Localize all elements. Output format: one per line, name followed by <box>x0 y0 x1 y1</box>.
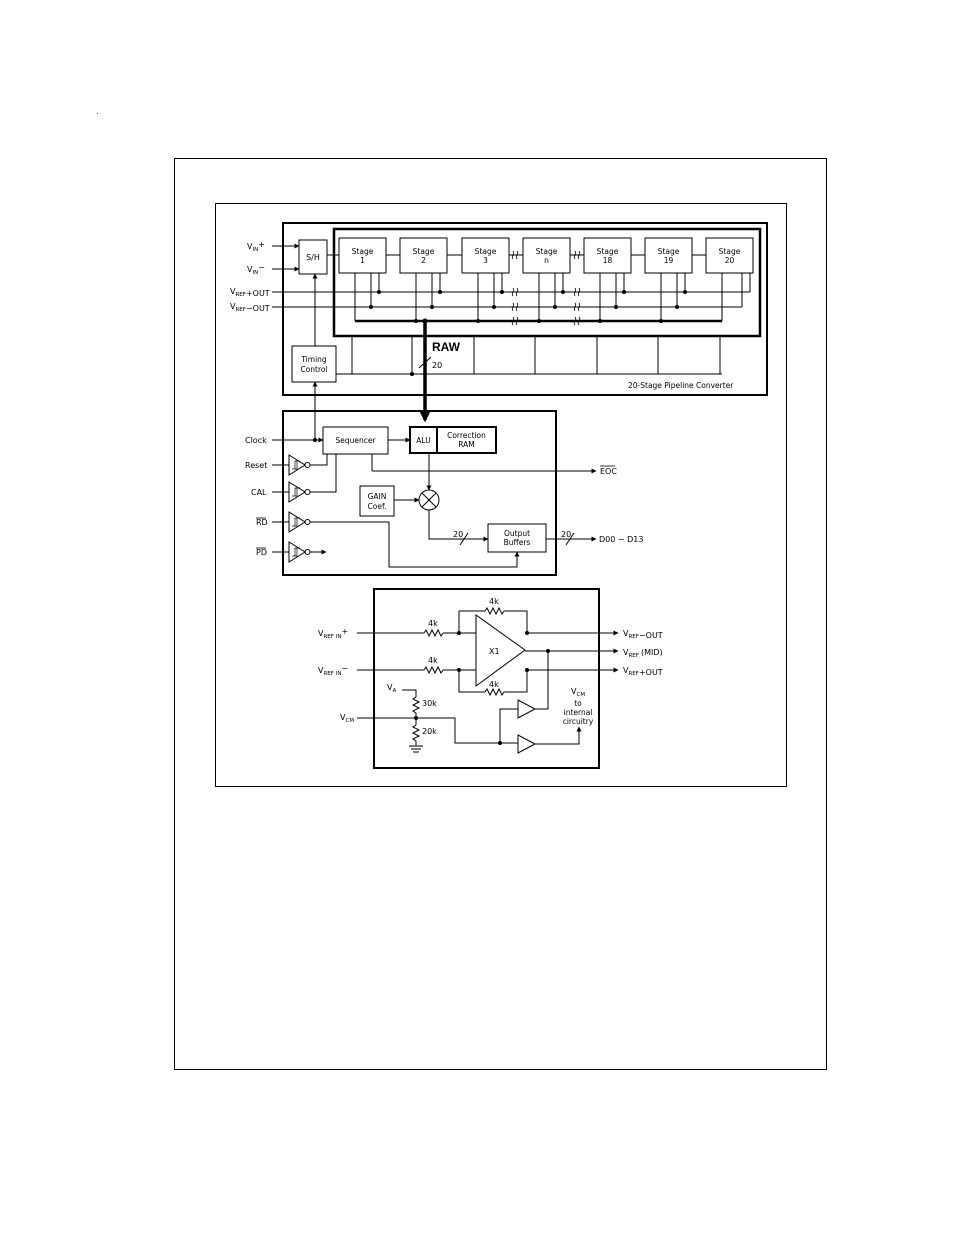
svg-text:Stage: Stage <box>351 247 374 256</box>
control-labels <box>245 431 643 557</box>
svg-text:2: 2 <box>421 256 426 265</box>
svg-text:VIN+: $V_{IN}+$ <box>247 240 265 253</box>
svg-text:GAIN: GAIN <box>367 492 387 501</box>
svg-text:1: 1 <box>360 256 365 265</box>
svg-text:Buffers: Buffers <box>503 538 531 547</box>
svg-text:Stage: Stage <box>596 247 619 256</box>
svg-text:VREF−OUT: $V_{REF}-OUT$ <box>230 302 270 313</box>
svg-text:Stage: Stage <box>412 247 435 256</box>
svg-text:30k: 30k <box>422 699 437 708</box>
reset-buffer <box>272 454 327 475</box>
svg-text:Stage: Stage <box>535 247 558 256</box>
svg-text:ALU: ALU <box>416 436 431 445</box>
svg-text:CAL: CAL <box>251 488 267 497</box>
gain-coef-block <box>360 486 394 516</box>
svg-text:VREF(MID): $V_{REF}$ (MID) <box>623 648 663 659</box>
svg-text:RAM: RAM <box>458 440 475 449</box>
svg-text:to: to <box>574 699 582 708</box>
svg-text:X1: X1 <box>489 647 500 656</box>
svg-text:VCM: $V_{CM}$ <box>340 713 355 724</box>
svg-text:RD: RD <box>256 518 268 527</box>
timing-drops <box>352 336 720 374</box>
resistor-4k-bot <box>485 689 504 695</box>
svg-text:Coef.: Coef. <box>367 502 387 511</box>
reference-labels <box>318 597 663 736</box>
svg-text:Correction: Correction <box>447 431 486 440</box>
svg-text:18: 18 <box>602 256 613 265</box>
svg-text:VIN−: $V_{IN}-$ <box>247 263 265 276</box>
svg-text:4k: 4k <box>428 619 438 628</box>
sample-hold-label: S/H <box>306 253 320 262</box>
svg-text:19: 19 <box>663 256 674 265</box>
pipeline-caption: 20-Stage Pipeline Converter <box>628 381 734 390</box>
svg-text:circuitry: circuitry <box>562 717 594 726</box>
svg-text:VCM: $V_{CM}$ <box>571 687 586 698</box>
svg-text:Stage: Stage <box>474 247 497 256</box>
svg-text:Stage: Stage <box>657 247 680 256</box>
cal-buffer <box>272 454 336 502</box>
resistor-4k-in-minus <box>424 667 443 673</box>
resistor-20k <box>413 725 419 741</box>
buffer-amp-2 <box>518 735 535 753</box>
svg-text:Reset: Reset <box>245 461 268 470</box>
stage-taps <box>355 273 750 321</box>
svg-text:Sequencer: Sequencer <box>335 436 376 445</box>
buffer-amp-1 <box>518 700 535 718</box>
feedback-bot <box>459 670 485 692</box>
svg-text:20: 20 <box>561 530 572 539</box>
resistor-4k-in-plus <box>424 630 443 636</box>
svg-text:PD: PD <box>256 548 267 557</box>
svg-text:VA: $V_A$ <box>387 683 397 694</box>
svg-text:D00 − D13: D00 − D13 <box>599 535 644 544</box>
svg-text:VREF IN+: $V_{REF IN}+$ <box>318 627 349 640</box>
svg-text:EOC: EOC <box>600 467 617 476</box>
svg-text:Output: Output <box>503 529 531 538</box>
va-wire <box>402 690 416 697</box>
svg-text:20: 20 <box>724 256 735 265</box>
svg-text:Stage: Stage <box>718 247 741 256</box>
schmitt-marks <box>292 461 300 556</box>
svg-text:20: 20 <box>453 530 464 539</box>
vcm-internal-wire <box>535 727 579 744</box>
timing-control-block <box>292 346 336 382</box>
svg-text:internal: internal <box>563 708 593 717</box>
svg-text:VREF−OUT: $V_{REF}-OUT$ <box>623 629 663 640</box>
ground-symbol <box>409 746 423 752</box>
op-amp-x1 <box>476 615 525 686</box>
svg-text:VREF+OUT: $V_{REF}+OUT$ <box>230 287 270 298</box>
svg-text:VREF IN−: $V_{REF IN}-$ <box>318 664 349 677</box>
raw-width-label: 20 <box>432 361 443 370</box>
svg-text:20k: 20k <box>422 727 437 736</box>
raw-label: RAW <box>432 340 460 354</box>
resistor-4k-top <box>485 608 504 614</box>
svg-text:Timing: Timing <box>301 355 327 364</box>
pipeline-labels <box>230 240 741 390</box>
svg-text:4k: 4k <box>489 597 499 606</box>
feedback-top <box>459 611 485 633</box>
svg-text:n: n <box>544 256 549 265</box>
svg-text:Control: Control <box>300 365 328 374</box>
svg-text:4k: 4k <box>489 680 499 689</box>
mid-feedback <box>535 651 548 709</box>
svg-text:4k: 4k <box>428 656 438 665</box>
svg-text:VREF+OUT: $V_{REF}+OUT$ <box>623 666 663 677</box>
svg-text:Clock: Clock <box>245 436 267 445</box>
pd-buffer <box>272 542 326 562</box>
resistor-30k <box>413 697 419 713</box>
svg-text:3: 3 <box>483 256 488 265</box>
